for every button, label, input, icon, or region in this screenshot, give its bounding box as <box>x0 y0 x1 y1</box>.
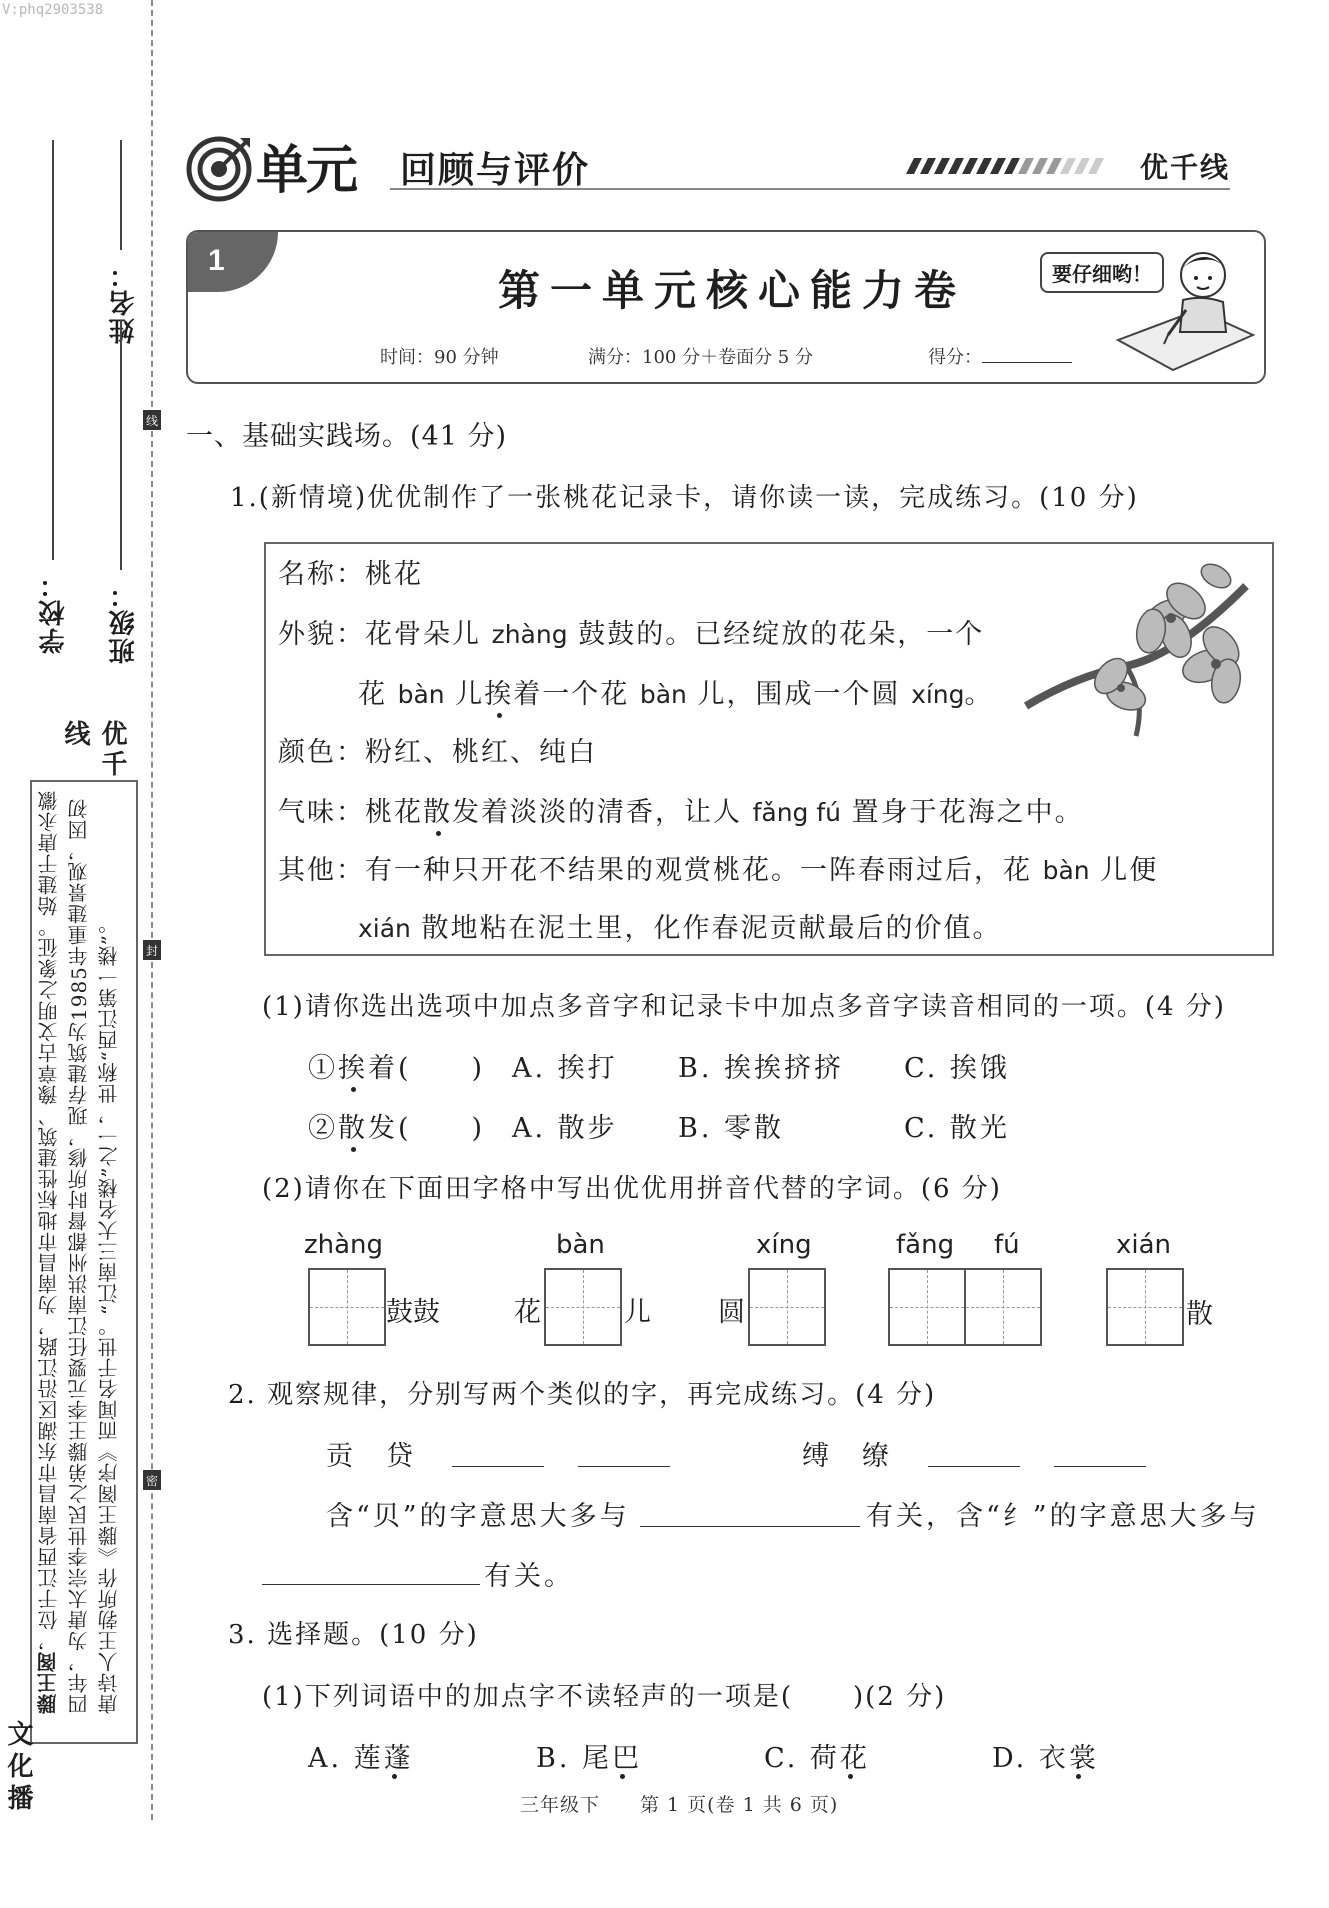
q3-option-c: C. 荷花 <box>764 1743 870 1774</box>
pinyin-zhang: zhàng <box>491 620 568 649</box>
q1-sub1-r2-a: A. 散步 <box>512 1113 618 1144</box>
grid-box-4a[interactable] <box>888 1268 966 1346</box>
reminder-bubble: 要仔细哟！ <box>1040 252 1164 293</box>
grid-pinyin-fang: fǎng <box>896 1230 955 1260</box>
class-label: 班级： <box>108 580 138 664</box>
header-rule <box>390 188 1230 190</box>
pinyin-ban-1: bàn <box>397 680 445 709</box>
card-appearance-2: 花 bàn 儿挨着一个花 bàn 儿，围成一个圆 xíng。 <box>358 679 994 710</box>
stripes-decoration <box>906 156 1116 180</box>
grid-pinyin-xing: xíng <box>756 1230 812 1260</box>
card-other: 其他：有一种只开花不结果的观赏桃花。一阵春雨过后，花 bàn 儿便 <box>278 855 1159 886</box>
cut-mark-line: 线 <box>143 410 161 430</box>
brand-name: 优千线 <box>1140 152 1231 183</box>
target-icon <box>186 136 252 206</box>
boy-writing-illustration <box>1108 240 1258 384</box>
q2-stem: 2. 观察规律，分别写两个类似的字，再完成练习。(4 分) <box>228 1380 937 1410</box>
unit-subtitle: 回顾与评价 <box>400 149 591 190</box>
dotted-san-2: 散 <box>338 1113 368 1144</box>
q1-sub1-row2: ②散发( ) <box>308 1113 486 1144</box>
pinyin-ban-2: bàn <box>639 680 687 709</box>
q2-blank-6[interactable] <box>262 1584 480 1585</box>
cut-mark-secret: 密 <box>143 1470 161 1490</box>
sidebar-brand: 优千线 <box>61 720 128 780</box>
exam-title: 第一单元核心能力卷 <box>498 267 967 314</box>
grid-box-5[interactable] <box>1106 1268 1184 1346</box>
cut-line <box>151 0 153 1820</box>
q3-option-b: B. 尾巴 <box>536 1743 643 1774</box>
grid-box-4b[interactable] <box>964 1268 1042 1346</box>
cut-mark-seal: 封 <box>143 940 161 960</box>
grid-pinyin-ban: bàn <box>556 1230 605 1260</box>
emphasis-dot-d <box>1076 1774 1081 1779</box>
school-label: 学校： <box>38 570 68 654</box>
q3-sub1: (1)下列词语中的加点字不读轻声的一项是( )(2 分) <box>262 1682 947 1712</box>
pinyin-xian: xián <box>358 914 411 943</box>
dotted-san: 散 <box>423 797 452 828</box>
exam-time: 时间：90 分钟 <box>380 347 499 368</box>
emphasis-dot-c <box>848 1774 853 1779</box>
emphasis-dot-a <box>392 1774 397 1779</box>
q1-sub1-r1-c: C. 挨饿 <box>904 1053 1010 1084</box>
section-heading: 一、基础实践场。(41 分) <box>186 421 508 452</box>
card-other-2: xián 散地粘在泥土里，化作春泥贡献最后的价值。 <box>358 913 1002 944</box>
dotted-ai: 挨 <box>484 679 514 710</box>
score-blank[interactable] <box>982 348 1072 363</box>
grid-after-5: 散 <box>1186 1299 1213 1330</box>
watermark: V:phq2903538 <box>2 2 104 18</box>
full-score: 满分：100 分＋卷面分 5 分 <box>588 347 813 368</box>
grid-pinyin-zhang: zhàng <box>304 1230 384 1260</box>
grid-box-3[interactable] <box>748 1268 826 1346</box>
card-appearance: 外貌：花骨朵儿 zhàng 鼓鼓的。已经绽放的花朵，一个 <box>278 619 985 650</box>
q3-option-a: A. 莲蓬 <box>308 1743 414 1774</box>
q1-sub1-r1-b: B. 挨挨挤挤 <box>678 1053 845 1084</box>
score-field <box>928 343 1072 369</box>
name-label: 姓名： <box>108 260 138 344</box>
culture-tag: 文化播 <box>4 1720 34 1816</box>
culture-text <box>34 784 130 1714</box>
q1-sub1-stem: (1)请你选出选项中加点多音字和记录卡中加点多音字读音相同的一项。(4 分) <box>262 992 1226 1022</box>
q2-blank-1[interactable] <box>452 1466 544 1467</box>
score-label: 得分： <box>928 347 982 368</box>
q2-line2: 有关。 <box>484 1561 574 1592</box>
q1-sub1-r1-a: A. 挨打 <box>512 1053 618 1084</box>
grid-before-3: 圆 <box>718 1297 745 1328</box>
card-color: 颜色：粉红、桃红、纯白 <box>278 737 597 768</box>
grid-pinyin-fu: fú <box>994 1230 1020 1260</box>
q1-stem: 1.(新情境)优优制作了一张桃花记录卡，请你读一读，完成练习。(10 分) <box>230 483 1139 513</box>
q2-line1-a: 含“贝”的字意思大多与 <box>326 1501 630 1532</box>
emphasis-dot-b <box>620 1774 625 1779</box>
pinyin-fangfu: fǎng fú <box>752 798 842 827</box>
peach-blossom-image <box>1016 556 1256 760</box>
q2-line1-b: 有关，含“纟”的字意思大多与 <box>866 1501 1260 1532</box>
card-smell: 气味：桃花散发着淡淡的清香，让人 fǎng fú 置身于花海之中。 <box>278 797 1084 828</box>
q1-sub1-r2-b: B. 零散 <box>678 1113 785 1144</box>
grid-after-1: 鼓鼓 <box>386 1297 440 1328</box>
culture-body: ，位于江西省南昌市东湖区沿江路，为南昌市地标性建筑、豫章古文明之象征。始建于唐永徽四年，为唐太宗李世民之弟滕王李元婴任江南洪州都督时所修，现存建筑为1985年重建景观，因初唐诗人王勃所作《滕王阁序》而闻名于世。“江南三大名楼”之一，世称“西江第一楼”。 <box>37 790 121 1714</box>
pinyin-ban-3: bàn <box>1042 856 1090 885</box>
grid-after-2: 儿 <box>624 1297 651 1328</box>
page-footer: 三年级下 第 1 页(卷 1 共 6 页) <box>520 1794 839 1816</box>
culture-title: 滕王阁 <box>38 1651 60 1714</box>
q1-sub1-r2-c: C. 散光 <box>904 1113 1010 1144</box>
card-name: 名称：桃花 <box>278 559 423 590</box>
name-input-line[interactable] <box>120 140 122 250</box>
q1-sub2-stem: (2)请你在下面田字格中写出优优用拼音代替的字词。(6 分) <box>262 1174 1002 1204</box>
q2-blank-3[interactable] <box>928 1466 1020 1467</box>
grid-box-2[interactable] <box>544 1268 622 1346</box>
q2-words-left: 贡 贷 <box>326 1441 416 1472</box>
dotted-ai-2: 挨 <box>338 1053 368 1084</box>
grid-before-2: 花 <box>514 1297 541 1328</box>
class-input-line[interactable] <box>120 320 122 570</box>
pinyin-xing: xíng <box>911 680 965 709</box>
q2-blank-5[interactable] <box>640 1526 860 1527</box>
q3-option-d: D. 衣裳 <box>992 1743 1099 1774</box>
q2-blank-2[interactable] <box>578 1466 670 1467</box>
q2-blank-4[interactable] <box>1054 1466 1146 1467</box>
grid-pinyin-xian: xián <box>1116 1230 1172 1260</box>
unit-heading: 单元 <box>256 142 357 200</box>
q3-stem: 3. 选择题。(10 分) <box>228 1620 479 1650</box>
q2-words-right: 缚 缭 <box>802 1441 892 1472</box>
q1-sub1-row1: ①挨着( ) <box>308 1053 486 1084</box>
grid-box-1[interactable] <box>308 1268 386 1346</box>
paper-number: 1 <box>208 244 225 277</box>
school-input-line[interactable] <box>52 140 54 560</box>
